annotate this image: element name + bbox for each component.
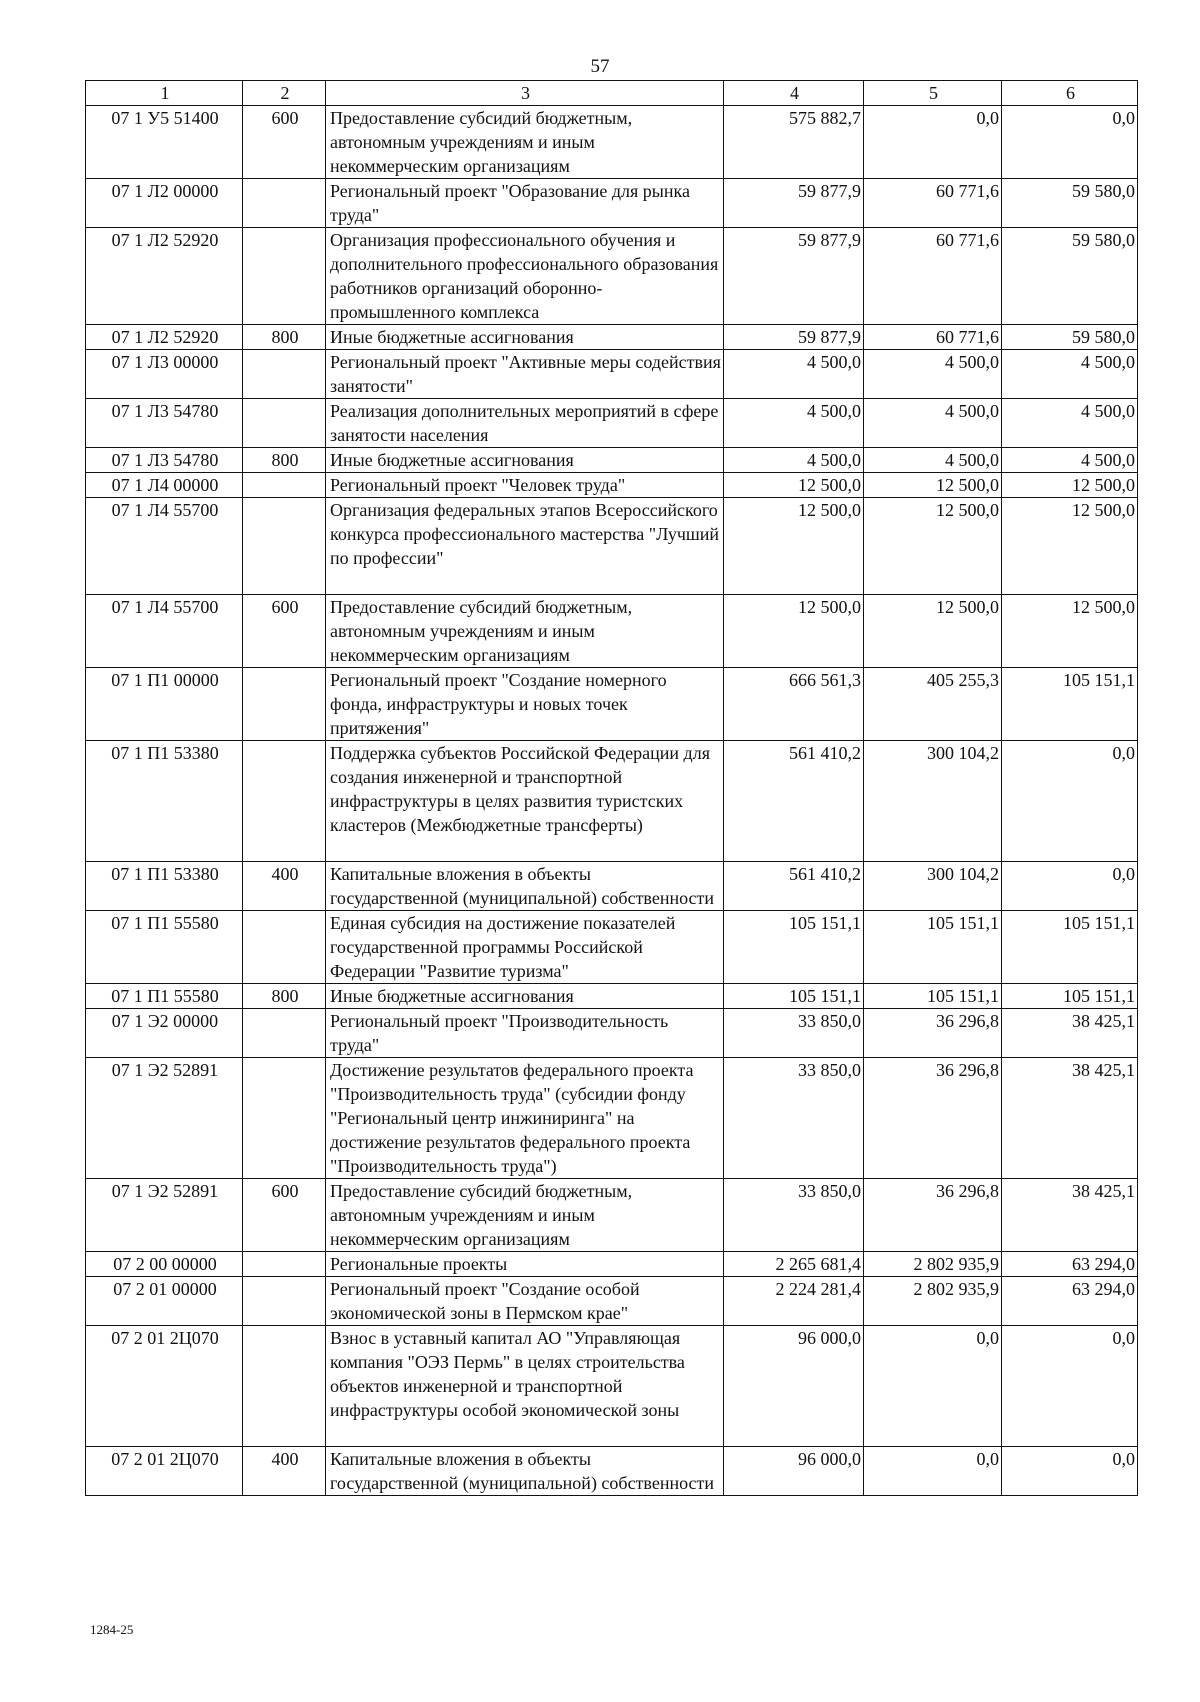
cell-amount-col6: 63 294,0 xyxy=(1002,1277,1138,1326)
cell-expense-type xyxy=(243,473,326,498)
cell-name: Региональный проект "Человек труда" xyxy=(326,473,724,498)
cell-name: Региональный проект "Образование для рынка труда" xyxy=(326,179,724,228)
cell-amount-col6: 105 151,1 xyxy=(1002,984,1138,1009)
cell-target-code: 07 1 Л3 54780 xyxy=(86,448,243,473)
cell-amount-col4: 33 850,0 xyxy=(724,1179,864,1252)
cell-amount-col5: 105 151,1 xyxy=(864,911,1002,984)
table-row xyxy=(86,1252,1138,1277)
column-header-5: 5 xyxy=(864,81,1002,106)
cell-amount-col6: 12 500,0 xyxy=(1002,473,1138,498)
cell-amount-col4: 59 877,9 xyxy=(724,179,864,228)
cell-target-code: 07 1 Л4 55700 xyxy=(86,595,243,668)
table-row xyxy=(86,1058,1138,1179)
cell-amount-col6: 0,0 xyxy=(1002,1447,1138,1496)
cell-name: Взнос в уставный капитал АО "Управляющая компания "ОЭЗ Пермь" в целях строительства объектов инженерной и транспортной инфраструктуры особой экономической зоны xyxy=(326,1326,724,1447)
cell-expense-type xyxy=(243,1009,326,1058)
cell-amount-col6: 59 580,0 xyxy=(1002,325,1138,350)
cell-expense-type xyxy=(243,350,326,399)
cell-amount-col5: 300 104,2 xyxy=(864,862,1002,911)
table-row xyxy=(86,1277,1138,1326)
cell-expense-type: 600 xyxy=(243,1179,326,1252)
cell-amount-col4: 33 850,0 xyxy=(724,1058,864,1179)
cell-amount-col6: 38 425,1 xyxy=(1002,1009,1138,1058)
cell-target-code: 07 1 Л4 00000 xyxy=(86,473,243,498)
cell-expense-type: 800 xyxy=(243,984,326,1009)
cell-expense-type xyxy=(243,1058,326,1179)
cell-amount-col4: 59 877,9 xyxy=(724,228,864,325)
cell-expense-type xyxy=(243,1277,326,1326)
page-number: 57 xyxy=(590,56,610,77)
table-row xyxy=(86,741,1138,862)
table-row xyxy=(86,668,1138,741)
cell-expense-type xyxy=(243,399,326,448)
cell-expense-type: 800 xyxy=(243,448,326,473)
cell-amount-col5: 36 296,8 xyxy=(864,1009,1002,1058)
cell-amount-col5: 36 296,8 xyxy=(864,1058,1002,1179)
table-row xyxy=(86,350,1138,399)
cell-name: Региональные проекты xyxy=(326,1252,724,1277)
cell-target-code: 07 1 У5 51400 xyxy=(86,106,243,179)
cell-target-code: 07 1 П1 00000 xyxy=(86,668,243,741)
cell-amount-col4: 105 151,1 xyxy=(724,911,864,984)
cell-expense-type xyxy=(243,498,326,595)
column-header-1: 1 xyxy=(86,81,243,106)
table-row xyxy=(86,473,1138,498)
cell-name: Иные бюджетные ассигнования xyxy=(326,984,724,1009)
cell-amount-col4: 561 410,2 xyxy=(724,862,864,911)
cell-target-code: 07 2 01 2Ц070 xyxy=(86,1447,243,1496)
cell-expense-type xyxy=(243,1326,326,1447)
cell-amount-col6: 63 294,0 xyxy=(1002,1252,1138,1277)
table-row xyxy=(86,448,1138,473)
table-row xyxy=(86,984,1138,1009)
cell-expense-type xyxy=(243,911,326,984)
table-row xyxy=(86,911,1138,984)
cell-target-code: 07 2 01 00000 xyxy=(86,1277,243,1326)
cell-amount-col4: 33 850,0 xyxy=(724,1009,864,1058)
cell-amount-col4: 4 500,0 xyxy=(724,399,864,448)
cell-expense-type xyxy=(243,228,326,325)
cell-amount-col6: 105 151,1 xyxy=(1002,668,1138,741)
cell-amount-col6: 4 500,0 xyxy=(1002,350,1138,399)
cell-amount-col6: 59 580,0 xyxy=(1002,179,1138,228)
cell-amount-col5: 60 771,6 xyxy=(864,325,1002,350)
cell-amount-col6: 0,0 xyxy=(1002,741,1138,862)
table-row xyxy=(86,1326,1138,1447)
cell-target-code: 07 1 Л2 52920 xyxy=(86,325,243,350)
cell-amount-col4: 12 500,0 xyxy=(724,498,864,595)
cell-name: Достижение результатов федерального проекта "Производительность труда" (субсидии фонду "Региональный центр инжиниринга" на достижение результатов федерального проекта "Производительность труда") xyxy=(326,1058,724,1179)
cell-expense-type xyxy=(243,668,326,741)
cell-amount-col5: 0,0 xyxy=(864,1326,1002,1447)
cell-target-code: 07 1 Л2 52920 xyxy=(86,228,243,325)
cell-expense-type xyxy=(243,179,326,228)
cell-amount-col6: 12 500,0 xyxy=(1002,498,1138,595)
cell-amount-col4: 666 561,3 xyxy=(724,668,864,741)
cell-amount-col5: 12 500,0 xyxy=(864,595,1002,668)
cell-amount-col5: 0,0 xyxy=(864,106,1002,179)
cell-expense-type: 600 xyxy=(243,106,326,179)
cell-amount-col6: 38 425,1 xyxy=(1002,1058,1138,1179)
column-header-4: 4 xyxy=(724,81,864,106)
cell-amount-col5: 2 802 935,9 xyxy=(864,1252,1002,1277)
table-row xyxy=(86,1447,1138,1496)
cell-name: Региональный проект "Активные меры содействия занятости" xyxy=(326,350,724,399)
cell-target-code: 07 2 00 00000 xyxy=(86,1252,243,1277)
cell-expense-type: 600 xyxy=(243,595,326,668)
cell-name: Реализация дополнительных мероприятий в сфере занятости населения xyxy=(326,399,724,448)
cell-amount-col4: 2 265 681,4 xyxy=(724,1252,864,1277)
cell-target-code: 07 2 01 2Ц070 xyxy=(86,1326,243,1447)
cell-expense-type: 400 xyxy=(243,862,326,911)
column-header-6: 6 xyxy=(1002,81,1138,106)
document-number: 1284-25 xyxy=(90,1622,134,1637)
cell-amount-col4: 96 000,0 xyxy=(724,1447,864,1496)
cell-amount-col5: 405 255,3 xyxy=(864,668,1002,741)
cell-name: Предоставление субсидий бюджетным, автономным учреждениям и иным некоммерческим организациям xyxy=(326,106,724,179)
cell-name: Организация федеральных этапов Всероссийского конкурса профессионального мастерства "Лучший по профессии" xyxy=(326,498,724,595)
cell-target-code: 07 1 П1 55580 xyxy=(86,911,243,984)
cell-target-code: 07 1 Л3 00000 xyxy=(86,350,243,399)
cell-name: Организация профессионального обучения и дополнительного профессионального образования работников организаций оборонно-промышленного комплекса xyxy=(326,228,724,325)
cell-amount-col4: 575 882,7 xyxy=(724,106,864,179)
cell-amount-col5: 0,0 xyxy=(864,1447,1002,1496)
cell-amount-col5: 105 151,1 xyxy=(864,984,1002,1009)
table-row xyxy=(86,399,1138,448)
budget-table xyxy=(85,80,1138,1496)
cell-amount-col5: 36 296,8 xyxy=(864,1179,1002,1252)
column-header-3: 3 xyxy=(326,81,724,106)
table-row xyxy=(86,862,1138,911)
cell-amount-col4: 2 224 281,4 xyxy=(724,1277,864,1326)
cell-amount-col5: 60 771,6 xyxy=(864,179,1002,228)
cell-name: Иные бюджетные ассигнования xyxy=(326,325,724,350)
cell-amount-col6: 12 500,0 xyxy=(1002,595,1138,668)
cell-amount-col5: 12 500,0 xyxy=(864,498,1002,595)
cell-amount-col5: 12 500,0 xyxy=(864,473,1002,498)
cell-target-code: 07 1 П1 53380 xyxy=(86,862,243,911)
column-header-2: 2 xyxy=(243,81,326,106)
cell-amount-col5: 4 500,0 xyxy=(864,448,1002,473)
table-row xyxy=(86,325,1138,350)
cell-amount-col4: 12 500,0 xyxy=(724,595,864,668)
cell-name: Единая субсидия на достижение показателей государственной программы Российской Федерации "Развитие туризма" xyxy=(326,911,724,984)
cell-amount-col6: 4 500,0 xyxy=(1002,399,1138,448)
cell-amount-col6: 105 151,1 xyxy=(1002,911,1138,984)
cell-amount-col5: 4 500,0 xyxy=(864,350,1002,399)
cell-amount-col4: 105 151,1 xyxy=(724,984,864,1009)
cell-target-code: 07 1 Л2 00000 xyxy=(86,179,243,228)
cell-target-code: 07 1 П1 53380 xyxy=(86,741,243,862)
cell-name: Предоставление субсидий бюджетным, автономным учреждениям и иным некоммерческим организациям xyxy=(326,1179,724,1252)
cell-amount-col4: 96 000,0 xyxy=(724,1326,864,1447)
table-row xyxy=(86,179,1138,228)
cell-amount-col5: 60 771,6 xyxy=(864,228,1002,325)
cell-amount-col6: 38 425,1 xyxy=(1002,1179,1138,1252)
cell-expense-type: 800 xyxy=(243,325,326,350)
cell-target-code: 07 1 Л3 54780 xyxy=(86,399,243,448)
table-row xyxy=(86,228,1138,325)
cell-name: Капитальные вложения в объекты государственной (муниципальной) собственности xyxy=(326,1447,724,1496)
cell-expense-type: 400 xyxy=(243,1447,326,1496)
cell-amount-col5: 2 802 935,9 xyxy=(864,1277,1002,1326)
cell-amount-col5: 4 500,0 xyxy=(864,399,1002,448)
cell-amount-col4: 561 410,2 xyxy=(724,741,864,862)
cell-target-code: 07 1 Э2 52891 xyxy=(86,1058,243,1179)
cell-amount-col6: 4 500,0 xyxy=(1002,448,1138,473)
table-row xyxy=(86,595,1138,668)
cell-target-code: 07 1 П1 55580 xyxy=(86,984,243,1009)
table-row xyxy=(86,106,1138,179)
table-row xyxy=(86,498,1138,595)
cell-amount-col4: 4 500,0 xyxy=(724,448,864,473)
cell-name: Предоставление субсидий бюджетным, автономным учреждениям и иным некоммерческим организациям xyxy=(326,595,724,668)
cell-expense-type xyxy=(243,1252,326,1277)
cell-name: Региональный проект "Производительность труда" xyxy=(326,1009,724,1058)
table-row xyxy=(86,1179,1138,1252)
table-body xyxy=(86,106,1138,1496)
cell-amount-col4: 12 500,0 xyxy=(724,473,864,498)
table-row xyxy=(86,1009,1138,1058)
cell-target-code: 07 1 Э2 52891 xyxy=(86,1179,243,1252)
cell-amount-col6: 0,0 xyxy=(1002,862,1138,911)
cell-name: Капитальные вложения в объекты государственной (муниципальной) собственности xyxy=(326,862,724,911)
cell-amount-col5: 300 104,2 xyxy=(864,741,1002,862)
cell-amount-col4: 4 500,0 xyxy=(724,350,864,399)
cell-expense-type xyxy=(243,741,326,862)
cell-target-code: 07 1 Э2 00000 xyxy=(86,1009,243,1058)
cell-name: Иные бюджетные ассигнования xyxy=(326,448,724,473)
cell-name: Поддержка субъектов Российской Федерации для создания инженерной и транспортной инфраструктуры в целях развития туристских кластеров (Межбюджетные трансферты) xyxy=(326,741,724,862)
cell-amount-col6: 59 580,0 xyxy=(1002,228,1138,325)
cell-name: Региональный проект "Создание особой экономической зоны в Пермском крае" xyxy=(326,1277,724,1326)
cell-amount-col4: 59 877,9 xyxy=(724,325,864,350)
cell-target-code: 07 1 Л4 55700 xyxy=(86,498,243,595)
table-header-row xyxy=(86,81,1138,106)
cell-amount-col6: 0,0 xyxy=(1002,106,1138,179)
cell-amount-col6: 0,0 xyxy=(1002,1326,1138,1447)
cell-name: Региональный проект "Создание номерного фонда, инфраструктуры и новых точек притяжения" xyxy=(326,668,724,741)
